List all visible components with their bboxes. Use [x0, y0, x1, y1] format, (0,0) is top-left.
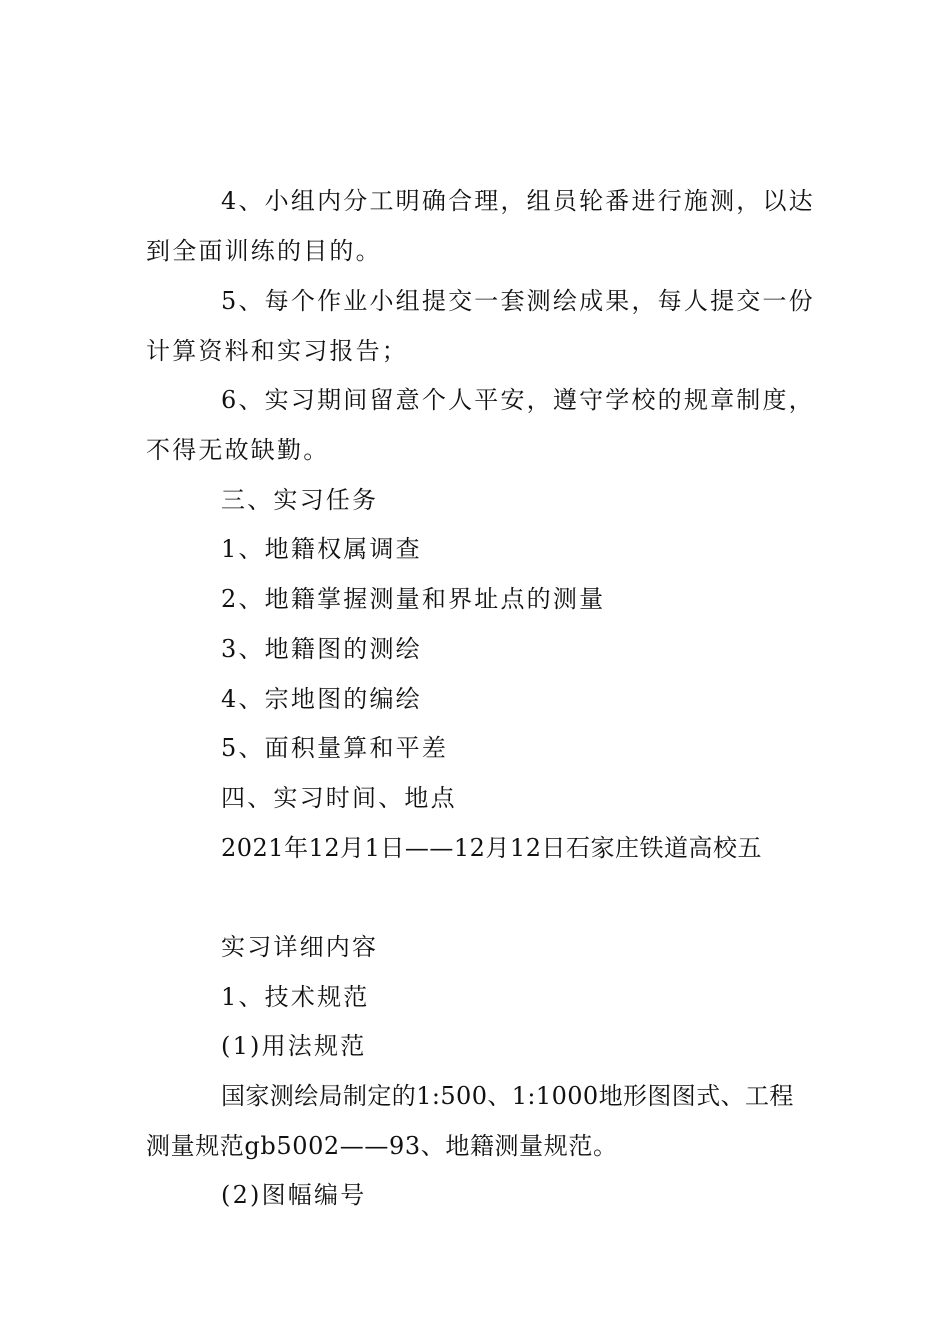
list-item: 3、地籍图的测绘	[221, 635, 422, 663]
paragraph-line: 不得无故缺勤。	[146, 436, 330, 464]
paragraph-line: 计算资料和实习报告；	[146, 337, 408, 365]
sub-heading: (2)图幅编号	[221, 1181, 367, 1209]
paragraph-line: 2021年12月1日——12月12日石家庄铁道高校五	[221, 834, 762, 862]
paragraph-line: 国家测绘局制定的1:500、1:1000地形图图式、工程	[221, 1082, 794, 1110]
section-heading: 三、实习任务	[221, 486, 379, 514]
list-item: 2、地籍掌握测量和界址点的测量	[221, 585, 606, 613]
list-item: 5、面积量算和平差	[221, 734, 449, 762]
section-heading: 四、实习时间、地点	[221, 784, 457, 812]
sub-heading: (1)用法规范	[221, 1032, 367, 1060]
list-item: 1、地籍权属调查	[221, 535, 422, 563]
section-heading: 实习详细内容	[221, 933, 379, 961]
list-item: 1、技术规范	[221, 983, 370, 1011]
paragraph-line: 测量规范gb5002——93、地籍测量规范。	[146, 1132, 618, 1160]
list-item: 4、宗地图的编绘	[221, 685, 422, 713]
paragraph-line: 6、实习期间留意个人平安，遵守学校的规章制度，	[221, 386, 815, 414]
paragraph-line: 到全面训练的目的。	[146, 237, 382, 265]
paragraph-line: 5、每个作业小组提交一套测绘成果，每人提交一份	[221, 287, 815, 315]
paragraph-line: 4、小组内分工明确合理，组员轮番进行施测，以达	[221, 187, 815, 215]
